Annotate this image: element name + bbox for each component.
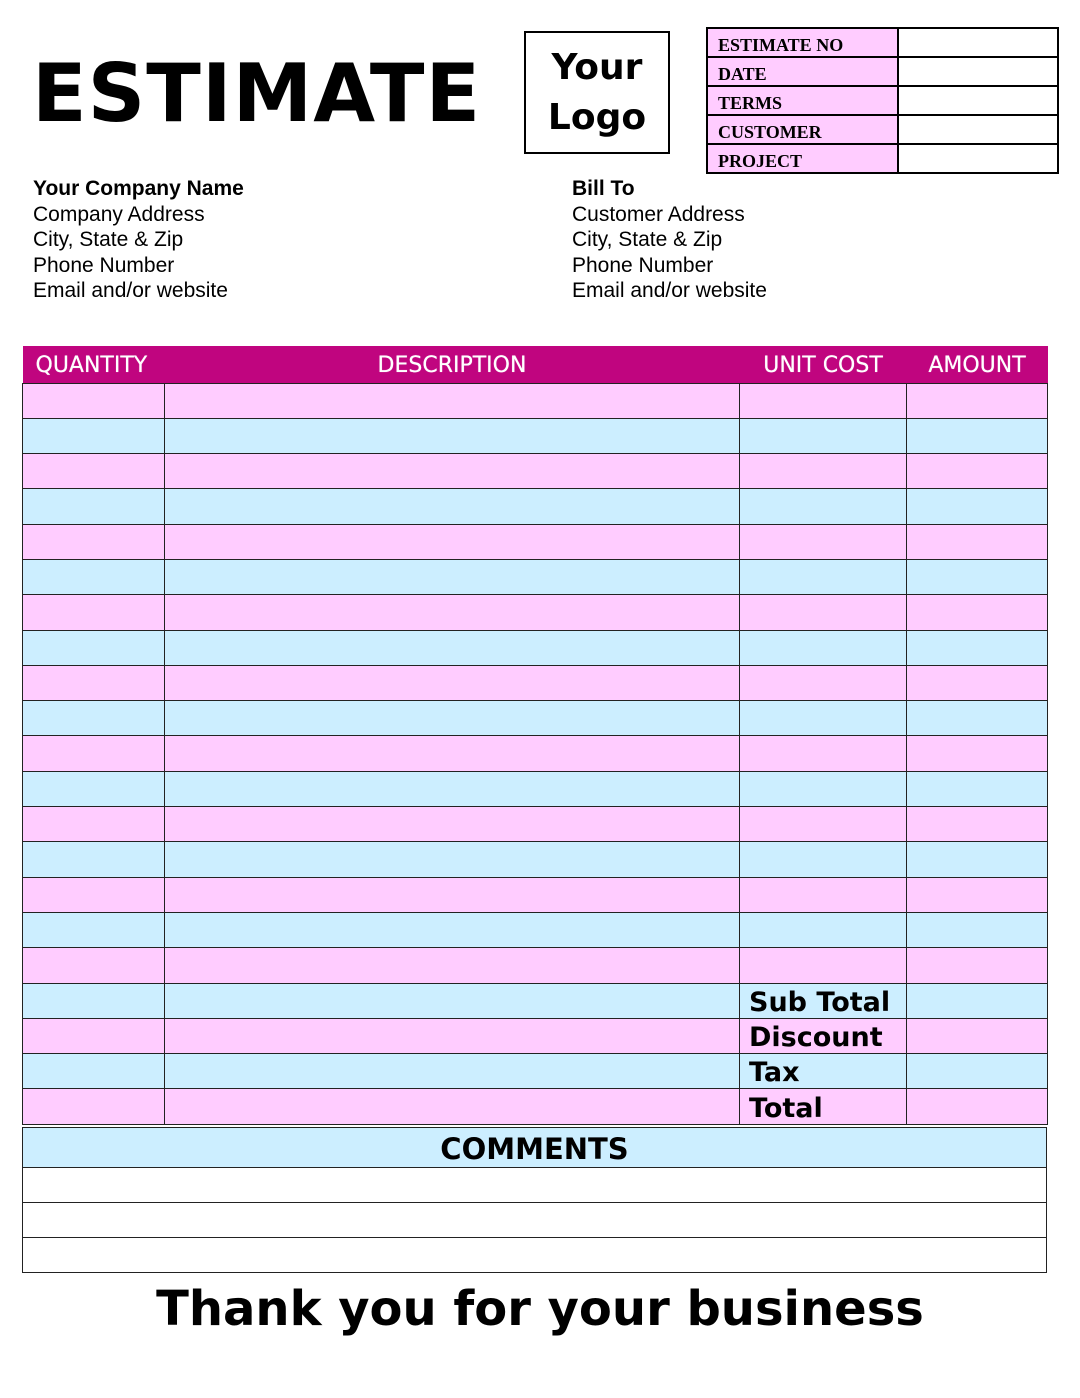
table-row	[23, 595, 1048, 630]
table-row	[23, 701, 1048, 736]
summary-row-total	[23, 1089, 1048, 1124]
unit-cost-cell[interactable]	[740, 807, 907, 842]
customer-address: Customer Address	[572, 202, 745, 226]
description-cell[interactable]	[165, 807, 740, 842]
quantity-cell[interactable]	[23, 489, 165, 524]
total-label: Total	[740, 1089, 907, 1124]
table-row	[23, 418, 1048, 453]
quantity-cell[interactable]	[23, 771, 165, 806]
table-row	[23, 559, 1048, 594]
quantity-cell[interactable]	[23, 842, 165, 877]
amount-cell[interactable]	[907, 736, 1048, 771]
meta-row-estimate-no	[707, 28, 1058, 57]
quantity-cell[interactable]	[23, 983, 165, 1018]
unit-cost-cell[interactable]	[740, 736, 907, 771]
unit-cost-cell[interactable]	[740, 665, 907, 700]
quantity-cell[interactable]	[23, 807, 165, 842]
amount-cell[interactable]	[907, 595, 1048, 630]
unit-cost-cell[interactable]	[740, 383, 907, 418]
discount-label: Discount	[740, 1018, 907, 1053]
quantity-cell[interactable]	[23, 524, 165, 559]
unit-cost-cell[interactable]	[740, 454, 907, 489]
unit-cost-cell[interactable]	[740, 701, 907, 736]
table-row	[23, 771, 1048, 806]
logo-line-1: Your	[551, 46, 643, 88]
customer-city: City, State & Zip	[572, 228, 723, 252]
amount-cell[interactable]	[907, 771, 1048, 806]
quantity-cell[interactable]	[23, 559, 165, 594]
meta-row-project	[707, 144, 1058, 173]
quantity-cell[interactable]	[23, 630, 165, 665]
meta-label: PROJECT	[707, 144, 898, 173]
description-cell[interactable]	[165, 383, 740, 418]
description-cell[interactable]	[165, 665, 740, 700]
quantity-cell[interactable]	[23, 1054, 165, 1089]
description-cell[interactable]	[165, 1018, 740, 1053]
table-row	[23, 665, 1048, 700]
quantity-cell[interactable]	[23, 665, 165, 700]
column-header-unit-cost: UNIT COST	[740, 346, 907, 383]
meta-label: TERMS	[707, 86, 898, 115]
thank-you-message: Thank you for your business	[156, 1281, 924, 1337]
unit-cost-cell[interactable]	[740, 771, 907, 806]
description-cell[interactable]	[165, 1054, 740, 1089]
meta-row-customer	[707, 115, 1058, 144]
table-row	[23, 630, 1048, 665]
table-row	[23, 383, 1048, 418]
amount-cell[interactable]	[907, 383, 1048, 418]
amount-cell[interactable]	[907, 489, 1048, 524]
meta-value-customer[interactable]	[898, 115, 1058, 144]
unit-cost-cell[interactable]	[740, 595, 907, 630]
quantity-cell[interactable]	[23, 418, 165, 453]
company-email: Email and/or website	[33, 279, 228, 303]
column-header-amount: AMOUNT	[907, 346, 1048, 383]
unit-cost-cell[interactable]	[740, 948, 907, 983]
table-row	[23, 736, 1048, 771]
unit-cost-cell[interactable]	[740, 418, 907, 453]
unit-cost-cell[interactable]	[740, 489, 907, 524]
amount-cell[interactable]	[907, 665, 1048, 700]
description-cell[interactable]	[165, 630, 740, 665]
bill-to-heading: Bill To	[572, 177, 635, 200]
quantity-cell[interactable]	[23, 701, 165, 736]
bill-to-block	[572, 176, 767, 304]
line-items-table	[22, 346, 1048, 1125]
quantity-cell[interactable]	[23, 912, 165, 947]
unit-cost-cell[interactable]	[740, 877, 907, 912]
comment-line[interactable]	[23, 1238, 1047, 1273]
amount-cell[interactable]	[907, 877, 1048, 912]
quantity-cell[interactable]	[23, 948, 165, 983]
customer-email: Email and/or website	[572, 279, 767, 303]
table-row	[23, 912, 1048, 947]
description-cell[interactable]	[165, 524, 740, 559]
description-cell[interactable]	[165, 877, 740, 912]
tax-label: Tax	[740, 1054, 907, 1089]
meta-value-terms[interactable]	[898, 86, 1058, 115]
quantity-cell[interactable]	[23, 877, 165, 912]
company-address: Company Address	[33, 202, 205, 226]
company-address-block	[33, 176, 244, 304]
description-cell[interactable]	[165, 842, 740, 877]
meta-label: ESTIMATE NO	[707, 28, 898, 57]
summary-row-subtotal	[23, 983, 1048, 1018]
logo-line-2: Logo	[547, 96, 647, 138]
comment-line[interactable]	[23, 1203, 1047, 1238]
line-items-header	[23, 346, 1048, 383]
description-cell[interactable]	[165, 454, 740, 489]
total-value[interactable]	[907, 1089, 1048, 1124]
quantity-cell[interactable]	[23, 454, 165, 489]
subtotal-value[interactable]	[907, 983, 1048, 1018]
amount-cell[interactable]	[907, 524, 1048, 559]
table-row	[23, 807, 1048, 842]
amount-cell[interactable]	[907, 912, 1048, 947]
amount-cell[interactable]	[907, 418, 1048, 453]
description-cell[interactable]	[165, 912, 740, 947]
amount-cell[interactable]	[907, 701, 1048, 736]
estimate-meta-table	[706, 27, 1059, 174]
quantity-cell[interactable]	[23, 1089, 165, 1124]
estimate-title: ESTIMATE	[32, 47, 482, 140]
subtotal-label: Sub Total	[740, 983, 907, 1018]
table-row	[23, 877, 1048, 912]
unit-cost-cell[interactable]	[740, 524, 907, 559]
description-cell[interactable]	[165, 948, 740, 983]
customer-phone: Phone Number	[572, 253, 714, 277]
amount-cell[interactable]	[907, 807, 1048, 842]
meta-value-date[interactable]	[898, 57, 1058, 86]
company-phone: Phone Number	[33, 253, 175, 277]
column-header-quantity: QUANTITY	[23, 346, 165, 383]
company-city: City, State & Zip	[33, 228, 184, 252]
description-cell[interactable]	[165, 1089, 740, 1124]
company-name: Your Company Name	[33, 177, 244, 200]
description-cell[interactable]	[165, 489, 740, 524]
discount-value[interactable]	[907, 1018, 1048, 1053]
unit-cost-cell[interactable]	[740, 559, 907, 594]
meta-row-terms	[707, 86, 1058, 115]
table-row	[23, 948, 1048, 983]
meta-value-estimate-no[interactable]	[898, 28, 1058, 57]
description-cell[interactable]	[165, 983, 740, 1018]
comment-line[interactable]	[23, 1168, 1047, 1203]
column-header-description: DESCRIPTION	[165, 346, 740, 383]
unit-cost-cell[interactable]	[740, 842, 907, 877]
meta-label: CUSTOMER	[707, 115, 898, 144]
table-row	[23, 524, 1048, 559]
description-cell[interactable]	[165, 559, 740, 594]
summary-row-tax	[23, 1054, 1048, 1089]
meta-label: DATE	[707, 57, 898, 86]
meta-row-date	[707, 57, 1058, 86]
amount-cell[interactable]	[907, 842, 1048, 877]
tax-value[interactable]	[907, 1054, 1048, 1089]
description-cell[interactable]	[165, 418, 740, 453]
amount-cell[interactable]	[907, 948, 1048, 983]
quantity-cell[interactable]	[23, 1018, 165, 1053]
amount-cell[interactable]	[907, 630, 1048, 665]
logo-placeholder	[524, 31, 670, 154]
quantity-cell[interactable]	[23, 736, 165, 771]
comments-heading: COMMENTS	[23, 1128, 1047, 1168]
meta-value-project[interactable]	[898, 144, 1058, 173]
unit-cost-cell[interactable]	[740, 630, 907, 665]
table-row	[23, 842, 1048, 877]
quantity-cell[interactable]	[23, 595, 165, 630]
comments-section	[22, 1127, 1047, 1273]
amount-cell[interactable]	[907, 454, 1048, 489]
description-cell[interactable]	[165, 771, 740, 806]
description-cell[interactable]	[165, 736, 740, 771]
quantity-cell[interactable]	[23, 383, 165, 418]
unit-cost-cell[interactable]	[740, 912, 907, 947]
table-row	[23, 454, 1048, 489]
amount-cell[interactable]	[907, 559, 1048, 594]
description-cell[interactable]	[165, 701, 740, 736]
table-row	[23, 489, 1048, 524]
summary-row-discount	[23, 1018, 1048, 1053]
description-cell[interactable]	[165, 595, 740, 630]
